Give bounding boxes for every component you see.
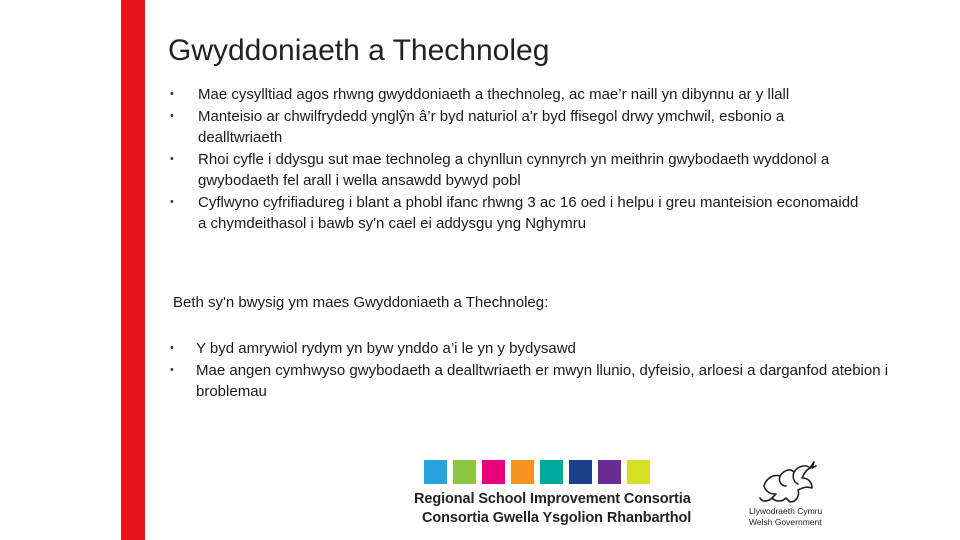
list-item (168, 192, 868, 235)
government-name-cy: Llywodraeth Cymru (749, 506, 823, 516)
bullet-icon: • (170, 88, 174, 100)
logo-square (453, 460, 476, 484)
list-item (168, 360, 908, 403)
list-item-text: Mae cysylltiad agos rhwng gwyddoniaeth a thechnoleg, ac mae’r naill yn dibynnu ar y llall (198, 86, 790, 103)
subheading: Beth sy'n bwysig ym maes Gwyddoniaeth a Thechnoleg: (173, 294, 549, 311)
list-item (168, 149, 868, 192)
consortia-name-cy: Consortia Gwella Ysgolion Rhanbarthol (422, 510, 692, 526)
bullet-icon: • (170, 109, 174, 122)
list-item (168, 338, 908, 360)
bullet-list (168, 84, 868, 235)
consortia-logo-squares (424, 460, 650, 484)
accent-bar (121, 0, 145, 540)
list-item-text: Cyflwyno cyfrifiadureg i blant a phobl ifanc rhwng 3 ac 16 oed i helpu i greu manteision economaidd a chymdeithasol i bawb sy'n cael ei addysgu yng Nghymru (198, 193, 859, 232)
logo-square (569, 460, 592, 484)
list-item-text: Mae angen cymhwyso gwybodaeth a dealltwriaeth er mwyn llunio, dyfeisio, arloesi a darganfod atebion i broblemau (196, 361, 889, 400)
list-item-text: Rhoi cyfle i ddysgu sut mae technoleg a chynllun cynnyrch yn meithrin gwybodaeth wyddonol a gwybodaeth fel arall i wella ansawdd bywyd pobl (198, 150, 830, 189)
bullet-list-secondary (168, 338, 908, 403)
government-name-en: Welsh Government (749, 517, 822, 527)
list-item (168, 106, 868, 149)
bullet-icon: • (170, 195, 174, 208)
logo-square (424, 460, 447, 484)
bullet-icon: • (170, 342, 174, 354)
bullet-icon: • (170, 363, 174, 376)
logo-square (627, 460, 650, 484)
logo-square (511, 460, 534, 484)
consortia-name-en: Regional School Improvement Consortia (414, 491, 691, 507)
list-item-text: Manteisio ar chwilfrydedd ynglŷn â’r byd naturiol a'r byd ffisegol drwy ymchwil, esbonio a dealltwriaeth (198, 107, 785, 146)
logo-square (482, 460, 505, 484)
slide-title: Gwyddoniaeth a Thechnoleg (168, 34, 550, 67)
list-item-text: Y byd amrywiol rydym yn byw ynddo a’i le yn y bydysawd (196, 340, 576, 357)
bullet-icon: • (170, 152, 174, 165)
welsh-dragon-icon (756, 456, 818, 506)
logo-square (540, 460, 563, 484)
list-item (168, 84, 868, 106)
logo-square (598, 460, 621, 484)
